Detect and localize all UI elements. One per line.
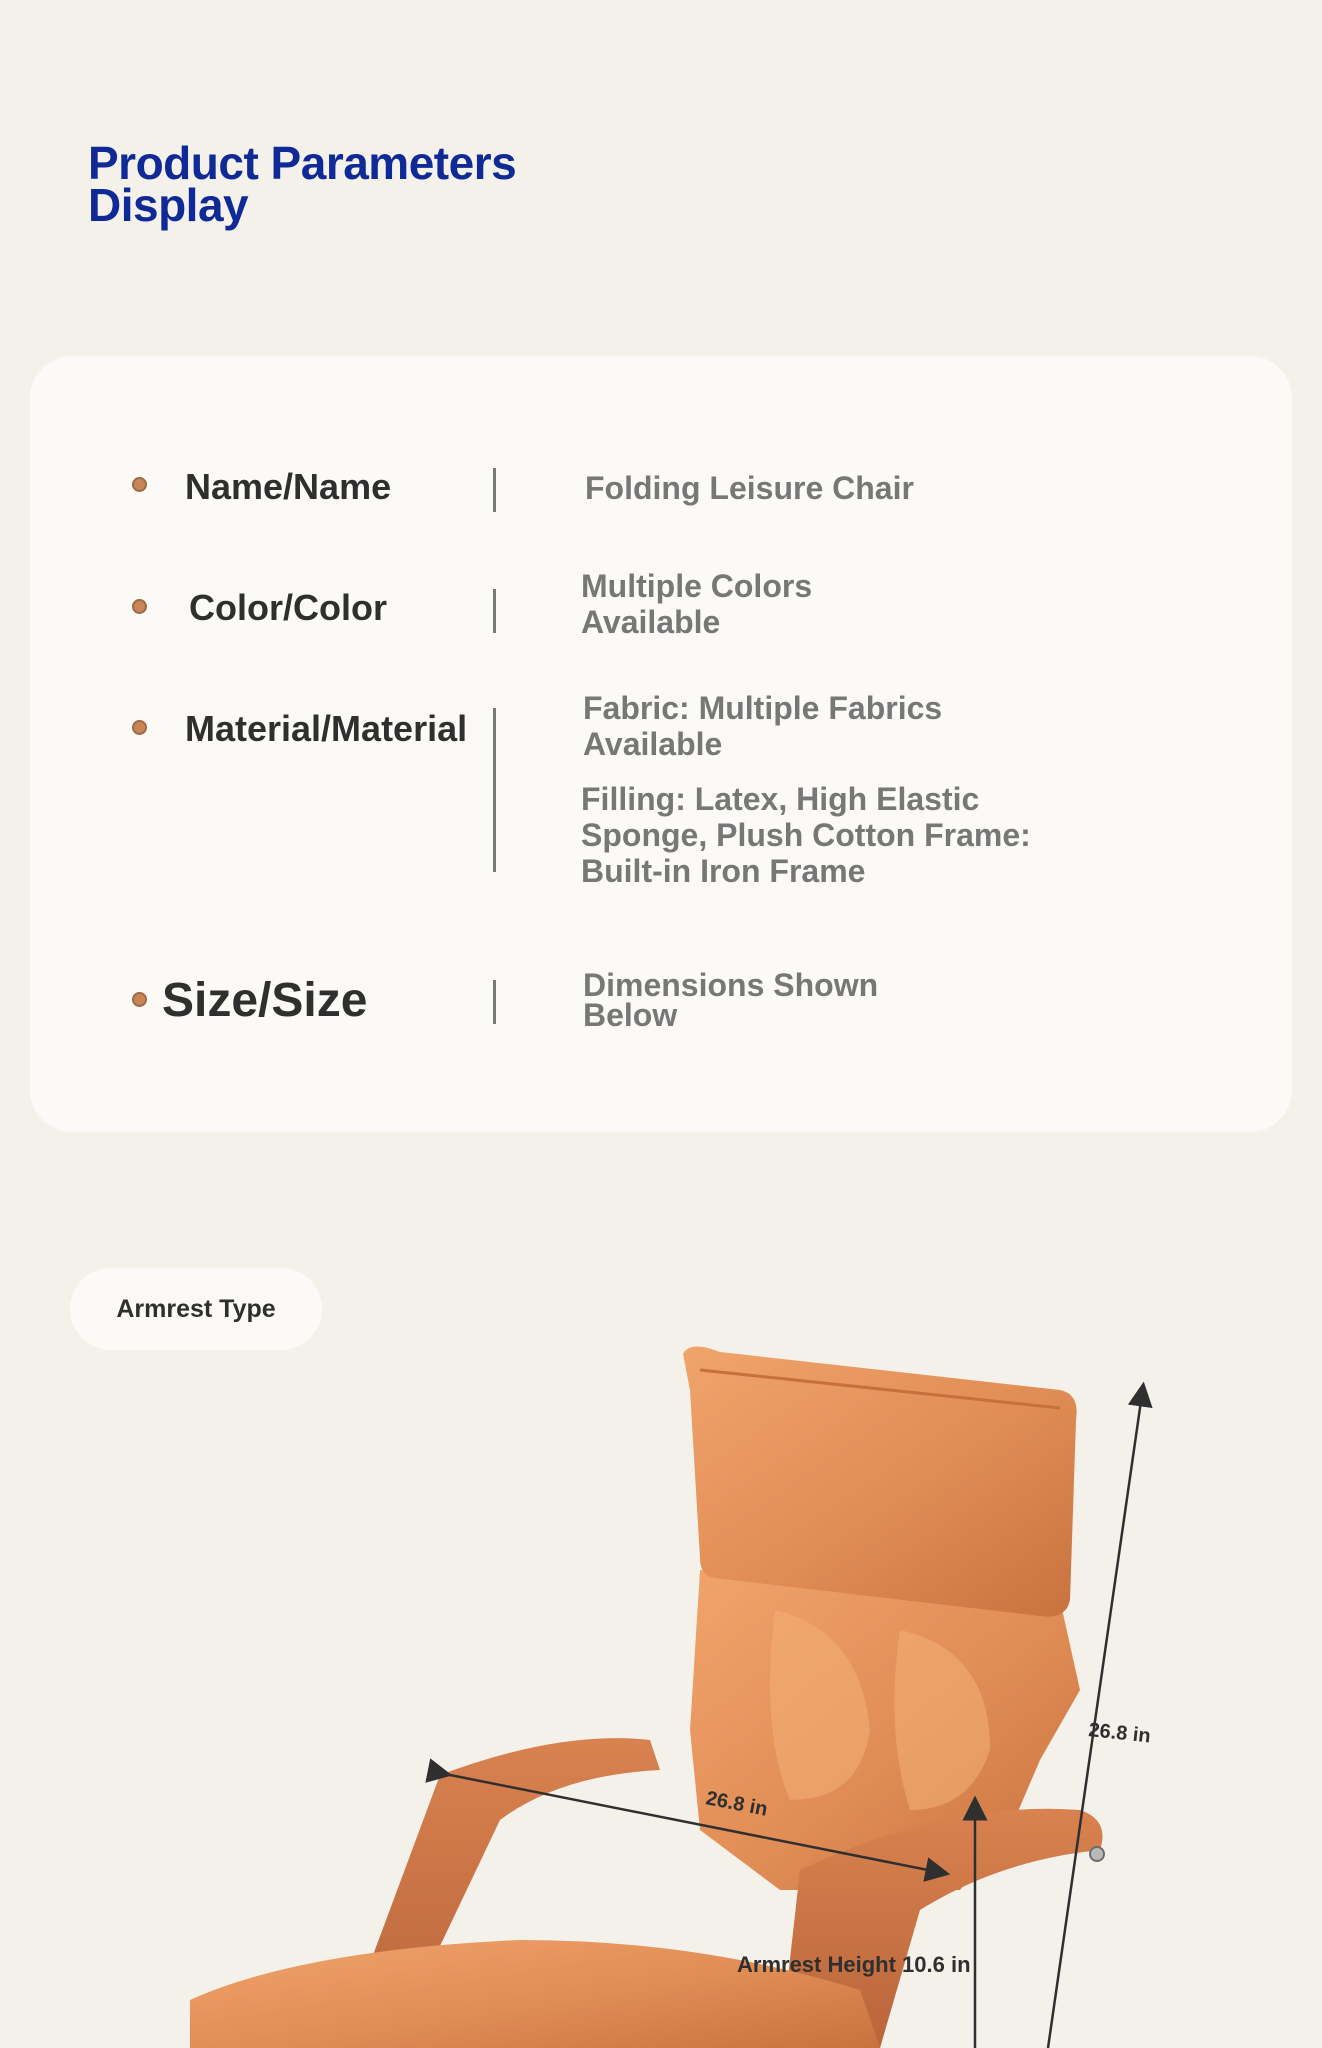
param-divider <box>493 589 496 633</box>
width-dimension-label: 26.8 in <box>704 1787 770 1821</box>
armrest-knob-icon <box>1090 1847 1104 1861</box>
param-label-color: Color/Color <box>189 587 387 628</box>
param-label-material: Material/Material <box>185 708 468 749</box>
param-value-line: Sponge, Plush Cotton Frame: <box>581 817 1031 853</box>
param-value-line: Multiple Colors <box>581 568 813 604</box>
param-value-line: Built-in Iron Frame <box>581 853 866 889</box>
page-title-line2: Display <box>88 179 249 231</box>
param-value-name <box>585 470 914 506</box>
armrest-type-label: Armrest Type <box>116 1294 276 1323</box>
param-value-line: Dimensions Shown <box>583 967 879 1003</box>
param-value-line: Folding Leisure Chair <box>585 470 914 506</box>
param-label-size: Size/Size <box>162 974 368 1027</box>
page-title-line1: Product Parameters <box>88 137 517 189</box>
orange-dot-icon <box>132 599 147 614</box>
height-dimension-label: 26.8 in <box>1087 1719 1152 1748</box>
param-value-line: Fabric: Multiple Fabrics <box>583 690 943 726</box>
param-value-line: Below <box>583 997 678 1033</box>
param-divider <box>493 980 496 1024</box>
param-value-color <box>581 568 812 640</box>
chair-image <box>0 1330 1322 2048</box>
page-title <box>88 137 517 231</box>
param-value-size <box>583 967 879 1033</box>
armrest-height-label: Armrest Height 10.6 in <box>737 1952 971 1977</box>
param-divider <box>493 708 496 872</box>
parameters-card <box>30 356 1292 1132</box>
param-divider <box>493 468 496 512</box>
param-value-material-filling <box>581 781 1031 889</box>
param-value-material-fabric <box>583 690 942 762</box>
orange-dot-icon <box>132 720 147 735</box>
chair-headrest <box>683 1346 1077 1616</box>
param-value-line: Filling: Latex, High Elastic <box>581 781 980 817</box>
param-value-line: Available <box>583 726 723 762</box>
param-value-line: Available <box>581 604 721 640</box>
orange-dot-icon <box>132 477 147 492</box>
param-label-name: Name/Name <box>185 466 392 507</box>
orange-dot-icon <box>132 992 147 1007</box>
